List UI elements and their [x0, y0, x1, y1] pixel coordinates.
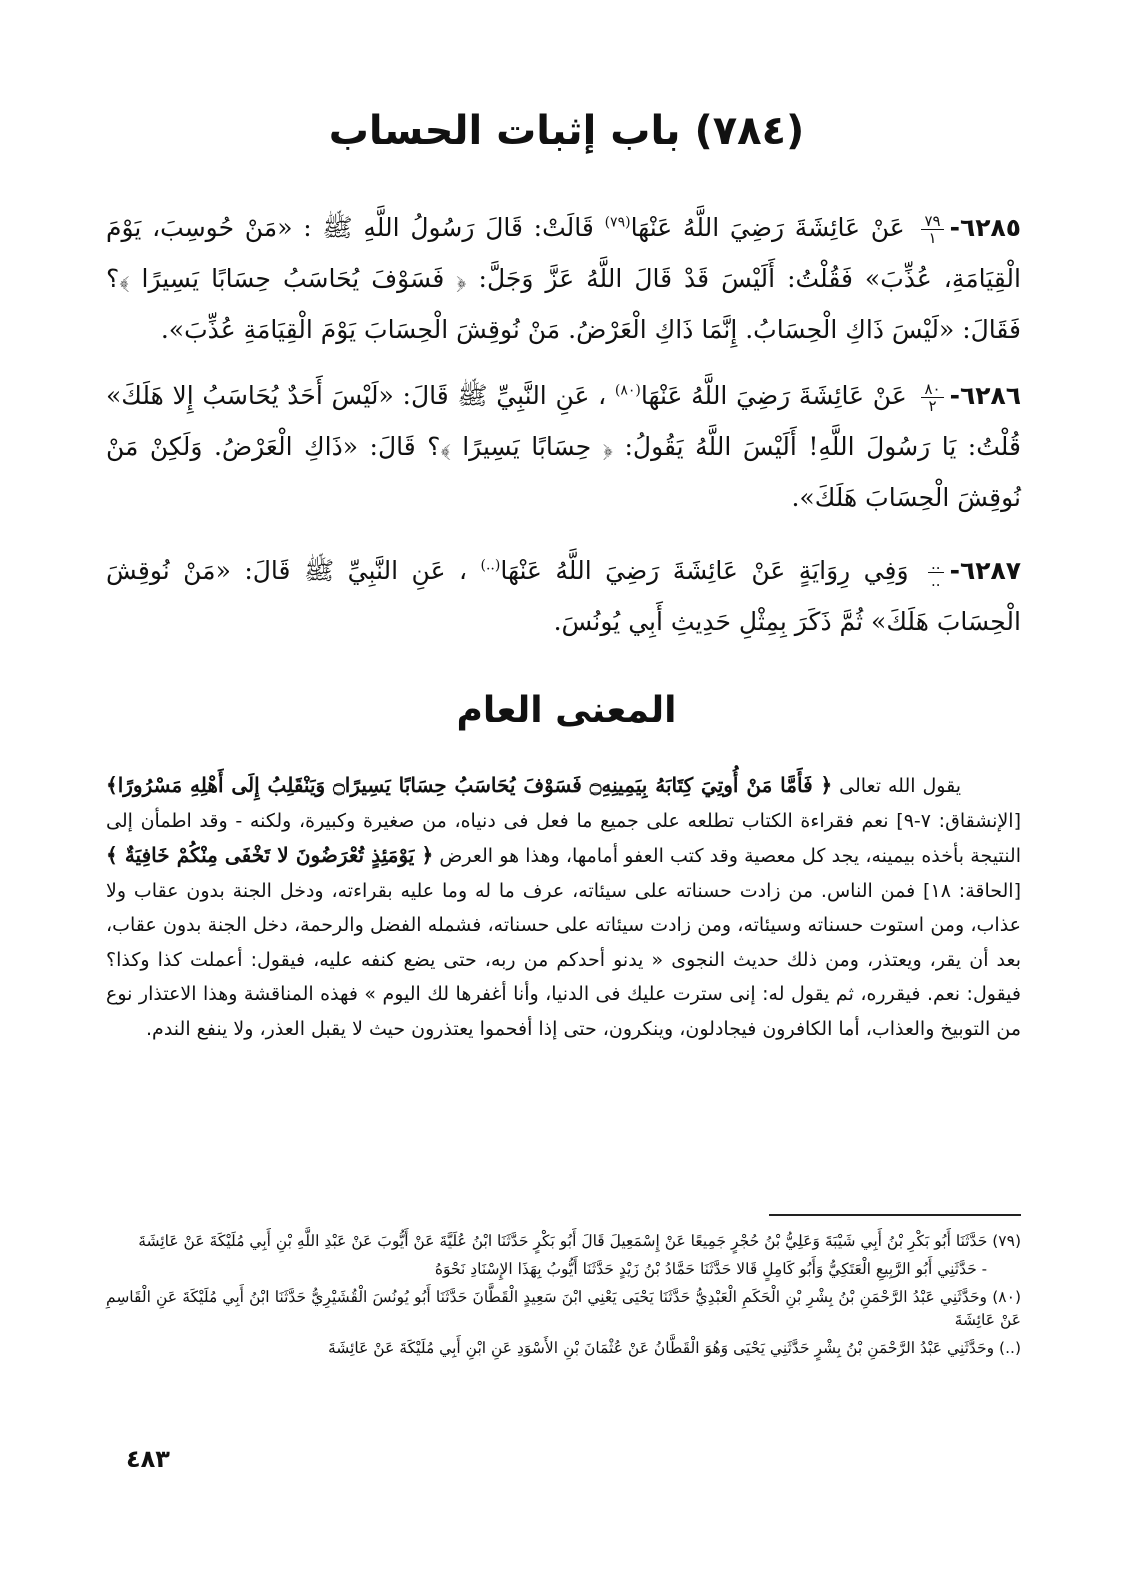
hadith-number: ٦٢٨٥-: [949, 213, 1021, 242]
fraction-denominator: ..: [931, 572, 941, 590]
footnote-divider: [769, 1214, 1021, 1216]
hadith-fraction: [921, 213, 943, 246]
meaning-text-1: يقول الله تعالى: [839, 775, 961, 797]
quran-verse-1: ﴿ فَأَمَّا مَنْ أُوتِيَ كِتَابَهُ بِيَمِينِهِ۝ فَسَوْفَ يُحَاسَبُ حِسَابًا يَسِيرًا۝ وَيَنْقَلِبُ إِلَى أَهْلِهِ مَسْرُورًا﴾: [106, 773, 833, 797]
footnote-number: (٧٩): [992, 1232, 1021, 1250]
footnote-text: وحَدَّثَنِي عَبْدُ الرَّحْمَنِ بْنُ بِشْرِ بْنِ الْحَكَمِ الْعَبْدِيُّ حَدَّثَنَا يَحْيَى يَعْنِي ابْنَ سَعِيدٍ الْقَطَّانَ حَدَّثَنَا أَبُو يُونُسَ الْقُشَيْرِيُّ حَدَّثَنَا ابْنُ أَبِي مُلَيْكَةَ عَنِ الْقَاسِمِ عَنْ عَائِشَةَ: [106, 1288, 1021, 1329]
hadith-fraction: [921, 381, 943, 414]
fraction-denominator: ١: [928, 229, 937, 247]
footnote-79-continued: [106, 1258, 1021, 1281]
chapter-title: (٧٨٤) باب إثبات الحساب: [328, 108, 805, 154]
fraction-numerator: ٧٩: [921, 213, 943, 230]
footnote-text: - حَدَّثَنِي أَبُو الرَّبِيعِ الْعَتَكِيُّ وَأَبُو كَامِلٍ قَالا حَدَّثَنَا حَمَّادُ بْنُ زَيْدٍ حَدَّثَنَا أَيُّوبُ بِهَذَا الإِسْنَادِ نَحْوَهُ: [434, 1260, 987, 1278]
footnote-00: [106, 1337, 1021, 1360]
page-number: ٤٨٣: [126, 1445, 170, 1473]
hadith-number: ٦٢٨٦-: [949, 381, 1021, 410]
section-title: المعنى العام: [456, 690, 677, 731]
footnote-ref: (..): [480, 557, 501, 574]
general-meaning-paragraph: [106, 768, 1021, 1046]
meaning-text-3: [الحاقة: ١٨] فمن الناس. من زادت حسناته على سيئاته، عرف ما له وما عليه بقراءته، ودخل الجنة بدون عقاب ولا عذاب، ومن استوت حسناته وسيئاته، ومن زادت سيئاته على حسناته، فشمله الفضل والرحمة، دخل الجنة بدون عقاب، بعد أن يقر، ويعتذر، ومن ذلك حديث النجوى « يدنو أحدكم من ربه، حتى يضع كنفه عليه، فيقول: أعملت كذا وكذا؟ فيقول: نعم. فيقرره، ثم يقول له: إنى سترت عليك فى الدنيا، وأنا أغفرها لك اليوم » فهذه المناقشة وهذا الاعتذار نوع من التوبيخ والعذاب، أما الكافرون فيجادلون، وينكرون، حتى إذا أفحموا يعتذرون حيث لا يقبل العذر، ولا ينفع الندم.: [106, 879, 1021, 1040]
footnote-ref: (٨٠): [614, 382, 641, 399]
hadith-text-body: ، عَنِ النَّبِيِّ ﷺ قَالَ: «مَنْ نُوقِشَ الْحِسَابَ هَلَكَ» ثُمَّ ذَكَرَ بِمِثْلِ حَدِيثِ أَبِي يُونُسَ.: [106, 556, 1021, 636]
footnote-79: [106, 1230, 1021, 1253]
hadith-number: ٦٢٨٧-: [949, 556, 1021, 585]
footnotes: [106, 1230, 1021, 1365]
hadith-text-intro: وَفِي رِوَايَةٍ عَنْ عَائِشَةَ رَضِيَ اللَّهُ عَنْهَا: [500, 556, 909, 585]
fraction-numerator: ..: [928, 556, 944, 573]
footnote-80: [106, 1286, 1021, 1332]
footnote-number: (..): [999, 1339, 1021, 1357]
hadith-text-body: ، عَنِ النَّبِيِّ ﷺ قَالَ: «لَيْسَ أَحَدٌ يُحَاسَبُ إِلا هَلَكَ» قُلْتُ: يَا رَسُولَ اللَّهِ! أَلَيْسَ اللَّهُ يَقُولُ: ﴿ حِسَابًا يَسِيرًا ﴾؟ قَالَ: «ذَاكِ الْعَرْضُ. وَلَكِنْ مَنْ نُوقِشَ الْحِسَابَ هَلَكَ».: [106, 381, 1021, 512]
footnote-text: حَدَّثَنَا أَبُو بَكْرِ بْنُ أَبِي شَيْبَةَ وَعَلِيُّ بْنُ حُجْرٍ جَمِيعًا عَنْ إِسْمَعِيلَ قَالَ أَبُو بَكْرٍ حَدَّثَنَا ابْنُ عُلَيَّةَ عَنْ أَيُّوبَ عَنْ عَبْدِ اللَّهِ بْنِ أَبِي مُلَيْكَةَ عَنْ عَائِشَةَ: [138, 1232, 988, 1250]
fraction-numerator: ٨٠: [921, 381, 943, 398]
hadith-text-intro: عَنْ عَائِشَةَ رَضِيَ اللَّهُ عَنْهَا: [640, 381, 907, 410]
meaning-text-2: [الإنشقاق: ٧-٩] نعم فقراءة الكتاب تطلعه على جميع ما فعل فى دنياه، من صغيرة وكبيرة، ولكنه - وقد اطمأن إلى النتيجة بأخذه بيمينه، يجد كل معصية وقد كتب العفو أمامها، وهذا هو العرض: [106, 809, 1021, 867]
hadith-fraction: [928, 556, 944, 589]
footnote-number: (٨٠): [992, 1288, 1021, 1306]
quran-verse-2: ﴿ يَوْمَئِذٍ تُعْرَضُونَ لا تَخْفَى مِنْكُمْ خَافِيَةٌ ﴾: [106, 843, 434, 867]
fraction-denominator: ٢: [928, 397, 937, 415]
hadith-6286: [106, 370, 1021, 523]
hadith-6285: [106, 202, 1021, 355]
hadith-text-body: قَالَتْ: قَالَ رَسُولُ اللَّهِ ﷺ : «مَنْ حُوسِبَ، يَوْمَ الْقِيَامَةِ، عُذِّبَ» فَقُلْتُ: أَلَيْسَ قَدْ قَالَ اللَّهُ عَزَّ وَجَلَّ: ﴿ فَسَوْفَ يُحَاسَبُ حِسَابًا يَسِيرًا ﴾؟ فَقَالَ: «لَيْسَ ذَاكِ الْحِسَابُ. إِنَّمَا ذَاكِ الْعَرْضُ. مَنْ نُوقِشَ الْحِسَابَ يَوْمَ الْقِيَامَةِ عُذِّبَ».: [106, 213, 1021, 344]
hadith-6287: [106, 545, 1021, 647]
footnote-ref: (٧٩): [604, 214, 631, 231]
hadith-text-intro: عَنْ عَائِشَةَ رَضِيَ اللَّهُ عَنْهَا: [630, 213, 905, 242]
footnote-text: وحَدَّثَنِي عَبْدُ الرَّحْمَنِ بْنُ بِشْرٍ حَدَّثَنِي يَحْيَى وَهُوَ الْقَطَّانُ عَنْ عُثْمَانَ بْنِ الأَسْوَدِ عَنِ ابْنِ أَبِي مُلَيْكَةَ عَنْ عَائِشَةَ: [327, 1339, 995, 1357]
